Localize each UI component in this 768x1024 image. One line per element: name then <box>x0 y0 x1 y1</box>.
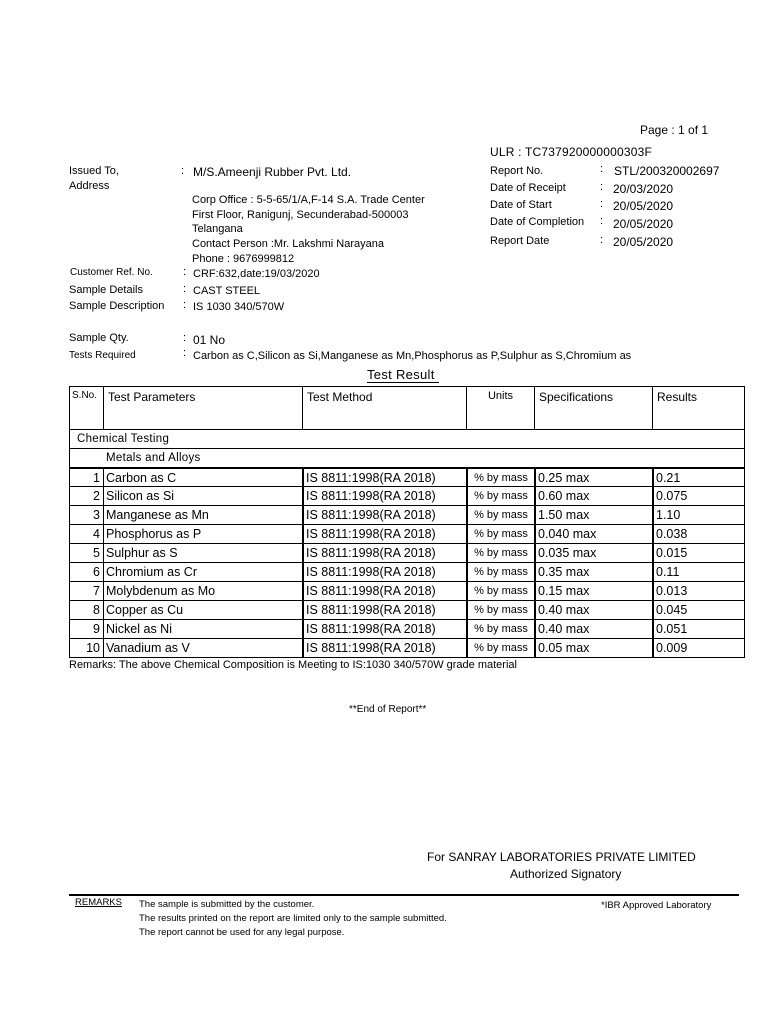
cell-units: % by mass <box>466 563 534 581</box>
colon: : <box>600 198 604 210</box>
cell-units: % by mass <box>466 582 534 600</box>
table-header-row <box>69 386 745 430</box>
colon: : <box>181 165 185 177</box>
sample-qty-value: 01 No <box>193 333 226 347</box>
issued-to-value: M/S.Ameenji Rubber Pvt. Ltd. <box>193 165 352 179</box>
sample-details-label: Sample Details <box>69 284 143 296</box>
cell-sno: 1 <box>93 471 100 485</box>
header-results: Results <box>652 387 746 429</box>
cell-result: 0.21 <box>652 469 746 486</box>
issued-to-label: Issued To, <box>69 165 119 177</box>
section-row <box>69 430 745 449</box>
sample-qty-label: Sample Qty. <box>69 332 129 344</box>
footer-line: The results printed on the report are limited only to the sample submitted. <box>139 913 447 924</box>
cell-sno: 10 <box>86 641 100 655</box>
colon: : <box>183 332 187 344</box>
header-specifications: Specifications <box>534 387 652 429</box>
cell-parameter: Silicon as Si <box>103 487 302 505</box>
colon: : <box>600 215 604 227</box>
cell-units: % by mass <box>466 620 534 638</box>
cell-parameter: Phosphorus as P <box>103 525 302 543</box>
header-test-method: Test Method <box>302 387 466 429</box>
table-row <box>69 525 745 544</box>
cell-method: IS 8811:1998(RA 2018) <box>302 487 466 505</box>
cell-specification: 0.05 max <box>534 639 652 657</box>
address-label: Address <box>69 180 110 192</box>
cell-method: IS 8811:1998(RA 2018) <box>302 582 466 600</box>
table-row <box>69 487 745 506</box>
colon: : <box>183 347 187 359</box>
cell-units: % by mass <box>466 506 534 524</box>
signature-title: Authorized Signatory <box>510 867 622 881</box>
cell-result: 0.075 <box>652 487 746 505</box>
table-row <box>69 468 745 487</box>
tests-required-label: Tests Required <box>69 350 136 361</box>
table-row <box>69 601 745 620</box>
cell-method: IS 8811:1998(RA 2018) <box>302 620 466 638</box>
table-row <box>69 639 745 658</box>
section-label: Chemical Testing <box>77 433 170 445</box>
address-line: Corp Office : 5-5-65/1/A,F-14 S.A. Trade Center <box>192 194 425 206</box>
cell-sno: 6 <box>93 565 100 579</box>
report-date-label: Report Date <box>490 235 550 247</box>
cell-result: 0.051 <box>652 620 746 638</box>
cell-units: % by mass <box>466 639 534 657</box>
cell-method: IS 8811:1998(RA 2018) <box>302 525 466 543</box>
address-line: Contact Person :Mr. Lakshmi Narayana <box>192 238 384 250</box>
cell-specification: 0.040 max <box>534 525 652 543</box>
page-number: Page : 1 of 1 <box>640 123 709 137</box>
cell-specification: 0.035 max <box>534 544 652 562</box>
header-sno: S.No. <box>72 390 98 401</box>
cell-result: 0.038 <box>652 525 746 543</box>
sample-description-label: Sample Description <box>69 300 165 312</box>
report-date-value: 20/05/2020 <box>613 235 674 249</box>
end-of-report: **End of Report** <box>349 704 427 715</box>
cell-result: 0.013 <box>652 582 746 600</box>
table-title: Test Result <box>367 367 435 382</box>
cell-parameter: Manganese as Mn <box>103 506 302 524</box>
cell-specification: 0.25 max <box>534 469 652 486</box>
cell-units: % by mass <box>466 525 534 543</box>
cell-result: 0.045 <box>652 601 746 619</box>
date-of-completion-value: 20/05/2020 <box>613 217 674 231</box>
cell-method: IS 8811:1998(RA 2018) <box>302 601 466 619</box>
cell-result: 1.10 <box>652 506 746 524</box>
cell-sno: 2 <box>93 489 100 503</box>
cell-method: IS 8811:1998(RA 2018) <box>302 639 466 657</box>
ulr-number: ULR : TC737920000000303F <box>490 145 653 159</box>
cell-parameter: Nickel as Ni <box>103 620 302 638</box>
footer-line: The report cannot be used for any legal purpose. <box>139 927 345 938</box>
header-test-parameters: Test Parameters <box>103 387 302 429</box>
cell-method: IS 8811:1998(RA 2018) <box>302 506 466 524</box>
cell-specification: 0.60 max <box>534 487 652 505</box>
colon: : <box>183 299 187 311</box>
cell-specification: 0.35 max <box>534 563 652 581</box>
cell-sno: 3 <box>93 508 100 522</box>
cell-units: % by mass <box>466 601 534 619</box>
customer-ref-label: Customer Ref. No. <box>70 267 153 278</box>
date-of-completion-label: Date of Completion <box>490 216 585 228</box>
cell-sno: 8 <box>93 603 100 617</box>
cell-parameter: Chromium as Cr <box>103 563 302 581</box>
ibr-note: *IBR Approved Laboratory <box>601 900 712 911</box>
cell-parameter: Molybdenum as Mo <box>103 582 302 600</box>
report-no-label: Report No. <box>490 165 544 177</box>
tests-required-value: Carbon as C,Silicon as Si,Manganese as Mn,Phosphorus as P,Sulphur as S,Chromium as <box>193 350 632 362</box>
date-of-receipt-value: 20/03/2020 <box>613 182 674 196</box>
sample-details-value: CAST STEEL <box>193 285 261 297</box>
signature-company: For SANRAY LABORATORIES PRIVATE LIMITED <box>427 850 696 864</box>
cell-sno: 4 <box>93 527 100 541</box>
colon: : <box>600 234 604 246</box>
cell-parameter: Vanadium as V <box>103 639 302 657</box>
cell-result: 0.11 <box>652 563 746 581</box>
colon: : <box>183 283 187 295</box>
cell-units: % by mass <box>466 487 534 505</box>
footer-divider <box>69 894 739 896</box>
cell-specification: 0.40 max <box>534 601 652 619</box>
date-of-start-value: 20/05/2020 <box>613 199 674 213</box>
colon: : <box>600 163 604 175</box>
table-row <box>69 544 745 563</box>
cell-result: 0.009 <box>652 639 746 657</box>
date-of-start-label: Date of Start <box>490 199 552 211</box>
cell-units: % by mass <box>466 544 534 562</box>
table-row <box>69 563 745 582</box>
table-row <box>69 582 745 601</box>
cell-specification: 0.15 max <box>534 582 652 600</box>
address-line: Telangana <box>192 223 243 235</box>
cell-sno: 9 <box>93 622 100 636</box>
cell-method: IS 8811:1998(RA 2018) <box>302 563 466 581</box>
header-units: Units <box>466 387 534 429</box>
subsection-row <box>69 449 745 468</box>
cell-method: IS 8811:1998(RA 2018) <box>302 469 466 486</box>
cell-result: 0.015 <box>652 544 746 562</box>
cell-sno: 7 <box>93 584 100 598</box>
table-title-underline <box>367 382 439 383</box>
footer-line: The sample is submitted by the customer. <box>139 899 315 910</box>
sample-description-value: IS 1030 340/570W <box>193 301 285 313</box>
remarks-line: Remarks: The above Chemical Composition is Meeting to IS:1030 340/570W grade material <box>69 659 517 671</box>
cell-specification: 1.50 max <box>534 506 652 524</box>
report-no-value: STL/200320002697 <box>614 164 720 178</box>
cell-parameter: Carbon as C <box>103 469 302 486</box>
cell-parameter: Sulphur as S <box>103 544 302 562</box>
colon: : <box>183 266 187 278</box>
address-line: Phone : 9676999812 <box>192 253 295 265</box>
customer-ref-value: CRF:632,date:19/03/2020 <box>193 268 320 280</box>
cell-method: IS 8811:1998(RA 2018) <box>302 544 466 562</box>
footer-remarks-label: REMARKS <box>75 897 122 908</box>
cell-parameter: Copper as Cu <box>103 601 302 619</box>
date-of-receipt-label: Date of Receipt <box>490 182 566 194</box>
cell-specification: 0.40 max <box>534 620 652 638</box>
cell-units: % by mass <box>466 469 534 486</box>
table-row <box>69 620 745 639</box>
colon: : <box>600 181 604 193</box>
subsection-label: Metals and Alloys <box>106 452 201 464</box>
cell-sno: 5 <box>93 546 100 560</box>
table-row <box>69 506 745 525</box>
address-line: First Floor, Ranigunj, Secunderabad-500003 <box>192 209 409 221</box>
